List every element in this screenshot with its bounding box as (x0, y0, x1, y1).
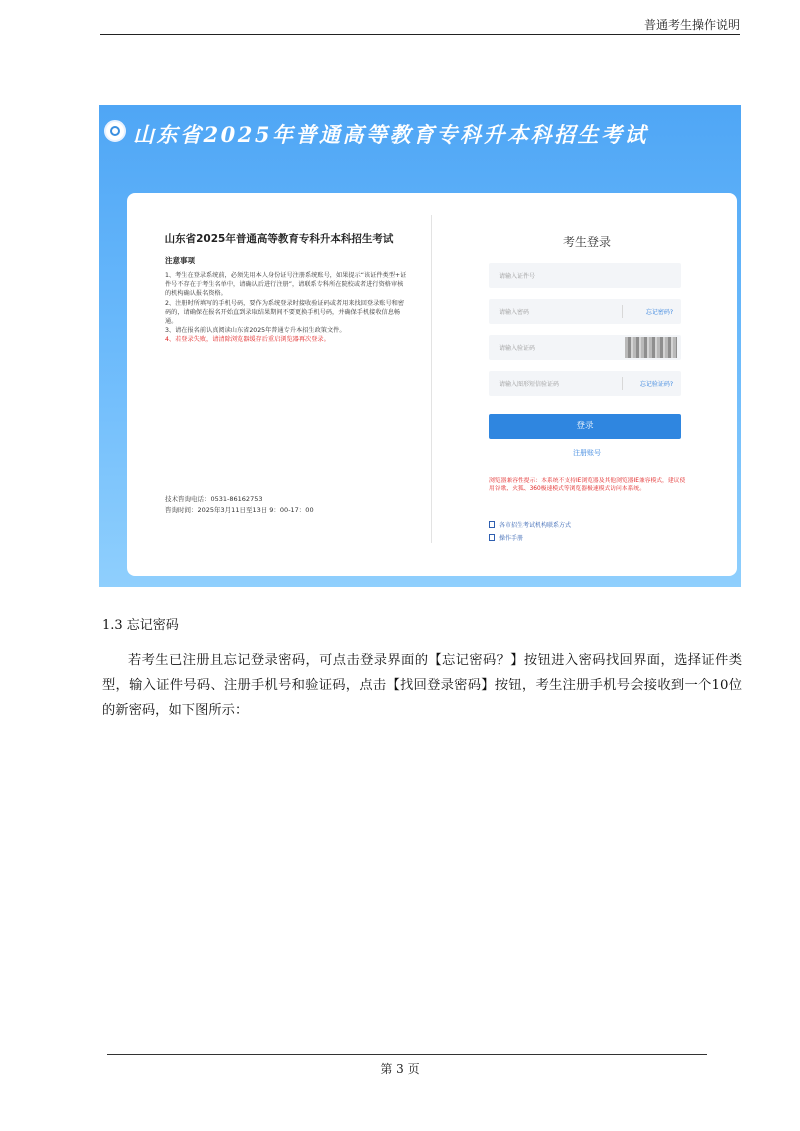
id-number-input[interactable] (489, 263, 681, 288)
notice-item: 2、注册时所填写的手机号码，要作为系统登录时接收验证码或者用来找回登录账号和密码的，请确保在报名开始直到录取结果期间不要更换手机号码，并确保手机接收信息畅通。 (165, 299, 405, 326)
forgot-password-link[interactable]: 忘记密码? (645, 309, 673, 316)
manual-link[interactable] (489, 533, 523, 542)
section-heading: 1.3 忘记密码 (102, 618, 179, 633)
header-rule (100, 34, 740, 35)
notice-item: 3、请在报名前认真阅读山东省2025年普通专升本招生政策文件。 (165, 327, 346, 335)
notice-list (165, 271, 409, 345)
sms-code-input[interactable] (489, 371, 681, 396)
register-link[interactable]: 注册账号 (573, 449, 601, 457)
captcha-input[interactable] (489, 335, 681, 360)
login-page-screenshot (99, 105, 741, 587)
login-card (127, 193, 737, 576)
contacts-link[interactable] (489, 520, 571, 529)
password-placeholder: 请输入密码 (499, 309, 530, 316)
contacts-link-label: 各市招生考试机构联系方式 (499, 522, 572, 529)
notice-heading: 注意事项 (165, 256, 195, 265)
notice-title: 山东省2025年普通高等教育专科升本科招生考试 (164, 233, 394, 245)
login-title: 考生登录 (562, 235, 611, 249)
footer-rule (107, 1054, 707, 1055)
contact-phone: 技术咨询电话：0531-86162753 (165, 495, 263, 503)
document-icon (489, 521, 495, 528)
section-paragraph: 若考生已注册且忘记登录密码，可点击登录界面的【忘记密码？】按钮进入密码找回界面，选择证件类型，输入证件号码、注册手机号和验证码，点击【找回登录密码】按钮，考生注册手机号会接收到一个10位的新密码，如下图所示： (102, 653, 742, 718)
page-number: 第 3 页 (380, 1062, 420, 1076)
notice-item: 1、考生在登录系统前，必须先用本人身份证号注册系统账号，如果提示“该证件类型+证件号不存在于考生名单中，请确认后进行注册”，请联系专科所在院校或者进行资格审核的机构确认报名资格。 (165, 272, 407, 298)
contact-time: 咨询时间：2025年3月11日至13日 9：00-17：00 (165, 506, 314, 514)
forgot-captcha-link[interactable]: 忘记验证码? (639, 381, 673, 388)
browser-tip: 浏览器兼容性提示：本系统不支持IE浏览器及其他浏览器IE兼容模式，建议使用谷歌、火狐、360极速模式等浏览器极速模式访问本系统。 (489, 478, 686, 492)
captcha-image[interactable] (625, 337, 677, 358)
password-input[interactable] (489, 299, 681, 324)
emblem-logo-icon (104, 120, 126, 142)
login-button[interactable]: 登录 (489, 414, 681, 439)
contact-info (165, 494, 314, 516)
banner (99, 105, 741, 163)
manual-link-label: 操作手册 (499, 535, 524, 542)
id-number-placeholder: 请输入证件号 (499, 273, 536, 280)
captcha-placeholder: 请输入验证码 (499, 345, 536, 352)
card-divider (431, 215, 432, 543)
notice-item: 4、若登录失败，请清除浏览器缓存后重启浏览器再次登录。 (165, 336, 330, 344)
sms-code-placeholder: 请输入图形短信验证码 (499, 381, 560, 388)
banner-title: 山东省2025年普通高等教育专科升本科招生考试 (133, 122, 648, 147)
page-header-title: 普通考生操作说明 (643, 18, 740, 32)
document-icon (489, 534, 495, 541)
